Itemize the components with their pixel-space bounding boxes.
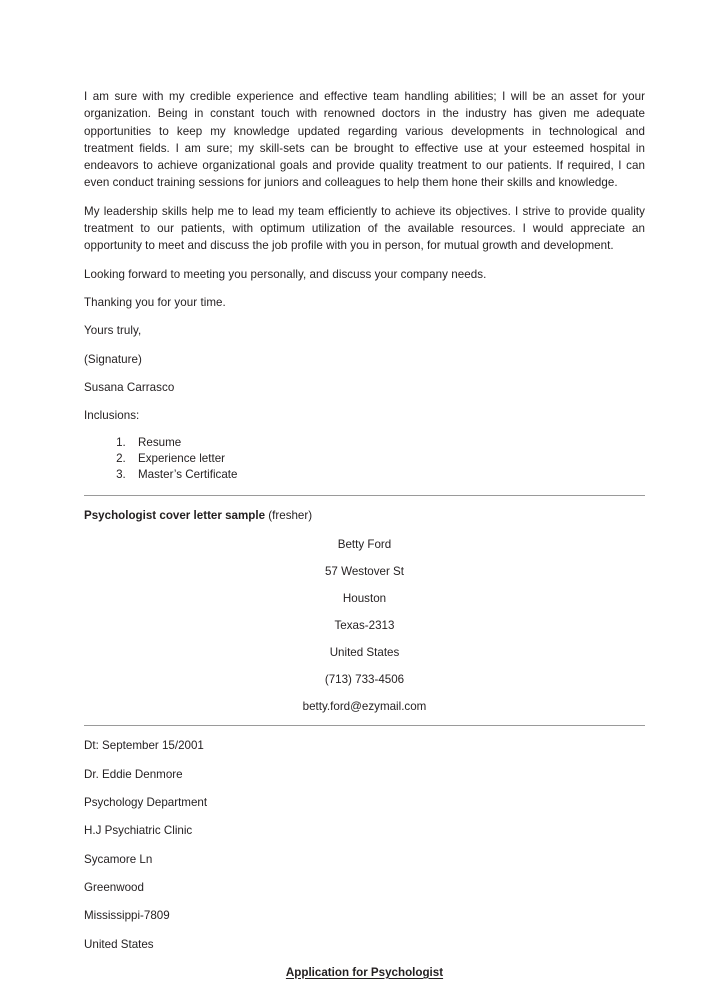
- closing-line-yours-truly: Yours truly,: [84, 324, 142, 338]
- closing-line-looking-forward: Looking forward to meeting you personally, and discuss your company needs.: [84, 267, 487, 281]
- document-body: [84, 88, 645, 981]
- sender-name: Susana Carrasco: [84, 380, 175, 394]
- recipient-line-date: Dt: September 15/2001: [84, 739, 204, 753]
- section-heading-qualifier: (fresher): [268, 509, 313, 523]
- inclusions-list: [84, 435, 645, 483]
- body-paragraph-1: I am sure with my credible experience and effective team handling abilities; I will be an asset for your organization. Being in constant touch with renowned doctors in the industry has given me adequate opportunities to keep my knowledge updated regarding various developments in technological and treatment fields. I am sure; my skill-sets can be brought to effective use at your esteemed hospital in endeavors to achieve organizational goals and provide quality treatment to our patients. If required, I can even conduct training sessions for juniors and colleagues to help them hone their skills and knowledge.: [84, 90, 645, 190]
- section-heading-title: Psychologist cover letter sample: [84, 509, 266, 523]
- recipient-address-block: [84, 737, 645, 952]
- sender-line-email: betty.ford@ezymail.com: [302, 700, 427, 714]
- signature-placeholder: (Signature): [84, 352, 142, 366]
- list-item: 1. Resume: [129, 435, 645, 451]
- recipient-line-name: Dr. Eddie Denmore: [84, 767, 183, 781]
- subject-line-text: Application for Psychologist: [285, 965, 444, 979]
- inclusions-label: Inclusions:: [84, 409, 140, 423]
- recipient-line-department: Psychology Department: [84, 796, 208, 810]
- list-item: 3. Master’s Certificate: [129, 467, 645, 483]
- sender-line-city: Houston: [342, 592, 387, 606]
- recipient-line-state-zip: Mississippi-7809: [84, 909, 170, 923]
- sender-line-name: Betty Ford: [337, 538, 392, 552]
- recipient-line-organization: H.J Psychiatric Clinic: [84, 824, 193, 838]
- sender-line-street: 57 Westover St: [324, 565, 405, 579]
- section-divider-bottom: [84, 725, 645, 726]
- subject-line: [84, 964, 645, 981]
- sender-line-phone: (713) 733-4506: [324, 673, 405, 687]
- closing-line-thanking-you: Thanking you for your time.: [84, 295, 226, 309]
- recipient-line-country: United States: [84, 937, 154, 951]
- section-divider-top: [84, 495, 645, 496]
- sender-line-state-zip: Texas-2313: [334, 619, 395, 633]
- list-item: 2. Experience letter: [129, 451, 645, 467]
- recipient-line-street: Sycamore Ln: [84, 852, 153, 866]
- sender-address-block: [84, 536, 645, 715]
- recipient-line-city: Greenwood: [84, 880, 144, 894]
- sender-line-country: United States: [329, 646, 400, 660]
- body-paragraph-2: My leadership skills help me to lead my team efficiently to achieve its objectives. I strive to provide quality treatment to our patients, with optimum utilization of the available resources. I would appreciate an opportunity to meet and discuss the job profile with you in person, for mutual growth and development.: [84, 204, 645, 253]
- section-heading: [84, 507, 645, 524]
